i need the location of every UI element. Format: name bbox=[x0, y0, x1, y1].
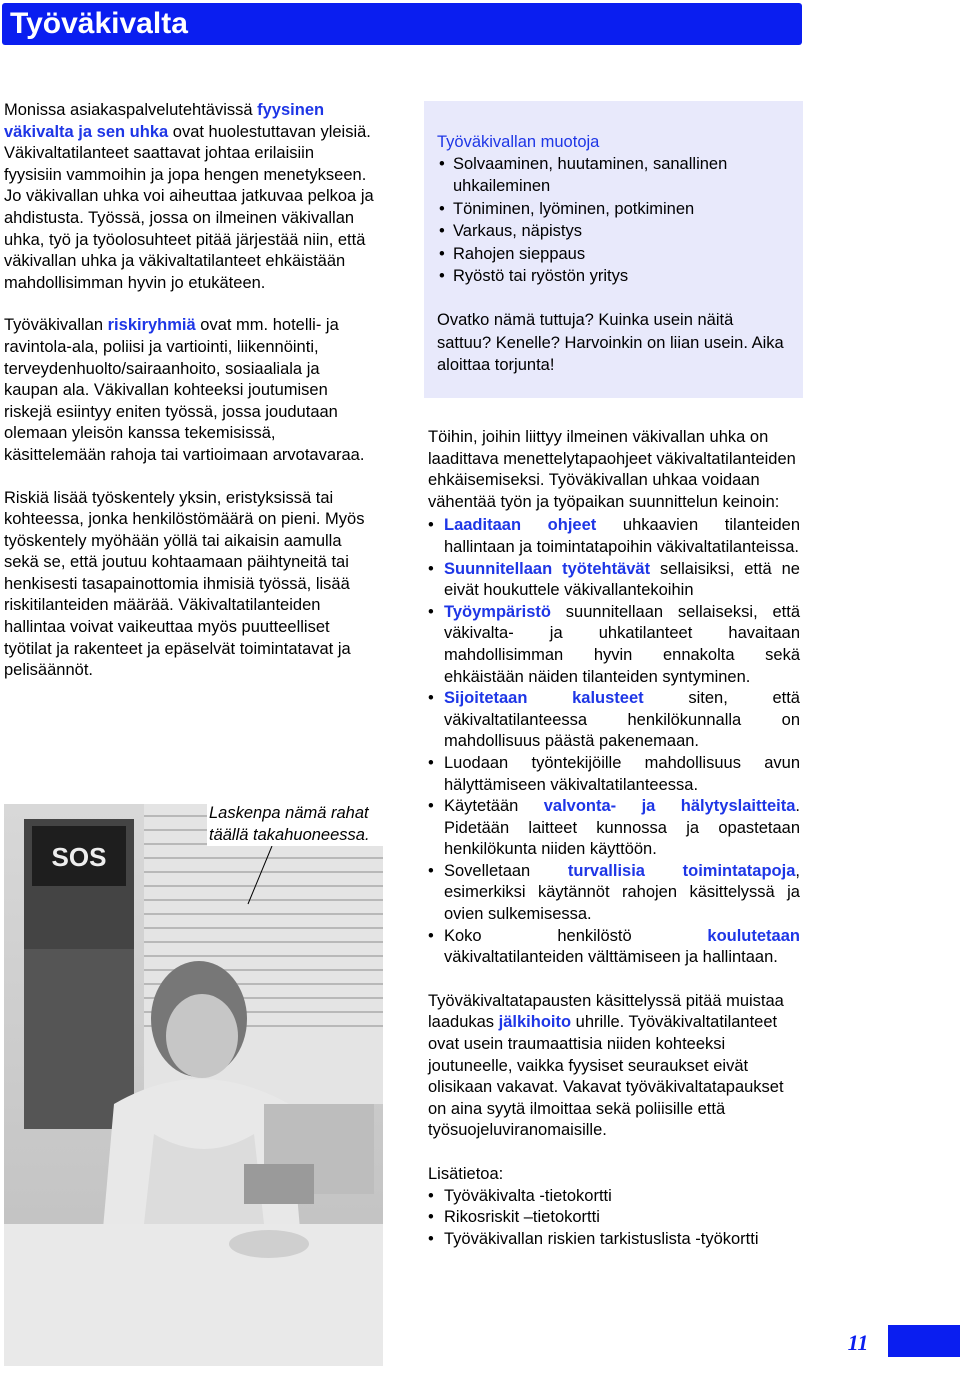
aftercare-paragraph bbox=[428, 991, 800, 1142]
measures-list bbox=[428, 515, 800, 968]
text-run: Sovelletaan bbox=[444, 861, 568, 880]
highlight: Laaditaan ohjeet bbox=[444, 516, 597, 535]
list-item bbox=[428, 926, 800, 969]
list-item: • Varkaus, näpistys bbox=[437, 220, 791, 242]
text-run: sellaisiksi, että ne eivät houkuttele väkivallantekoihin bbox=[444, 559, 800, 600]
title-bar bbox=[2, 3, 802, 45]
box-question: Ovatko nämä tuttuja? Kuinka usein näitä sattuu? Kenelle? Harvoinkin on liian usein. Aika aloittaa torjunta! bbox=[437, 311, 784, 375]
page-title: Työväkivalta bbox=[10, 7, 188, 40]
box-heading: Työväkivallan muotoja bbox=[437, 133, 600, 151]
list-item bbox=[428, 559, 800, 602]
sos-sign: SOS bbox=[51, 842, 107, 872]
text-run: Monissa asiakaspalvelutehtävissä bbox=[4, 101, 258, 119]
text-run: Käytetään bbox=[444, 797, 544, 816]
list-item: • Solvaaminen, huutaminen, sanallinen uhkaileminen bbox=[437, 153, 791, 198]
text-run: . Pidetään laitteet kunnossa ja opastetaan henkilökunta niiden käyttöön. bbox=[444, 797, 801, 859]
highlight-risk-groups: riskiryhmiä bbox=[107, 316, 196, 335]
list-item bbox=[428, 602, 800, 688]
list-item: • Töniminen, lyöminen, potkiminen bbox=[437, 198, 791, 220]
money-in-hands bbox=[229, 1230, 309, 1258]
page-number: 11 bbox=[847, 1330, 869, 1355]
photo-illustration bbox=[4, 804, 383, 1366]
photo-caption: Laskenpa nämä rahat täällä takahuoneessa. bbox=[207, 802, 401, 846]
right-column bbox=[428, 427, 800, 1250]
text-run: Työväkivallan bbox=[4, 316, 108, 335]
violence-forms-box bbox=[424, 101, 803, 398]
list-item bbox=[428, 515, 800, 558]
violence-forms-list bbox=[437, 153, 791, 287]
list-item: • Työväkivalta -tietokortti bbox=[428, 1186, 800, 1208]
text-run: suunnitellaan sellaiseksi, että väkivalta- ja uhkatilanteet havaitaan mahdollisimman hyvin ennakolta sekä ehkäistään näiden tilanteiden syntyminen. bbox=[444, 602, 800, 686]
office-photo bbox=[4, 804, 383, 1366]
list-item: • Rahojen sieppaus bbox=[437, 243, 791, 265]
left-column bbox=[4, 100, 374, 703]
highlight-physical-violence: fyysinen väkivalta ja sen uhka bbox=[4, 101, 325, 141]
intro-paragraph bbox=[4, 100, 374, 294]
text-run: uhrille. Työväkivaltatilanteet ovat usein traumaattisia niiden kohteeksi joutuneelle, vaikka fyysiset seuraukset eivät olisikaan vakavat. Vakavat työväkivaltatapaukset on aina syytä ilmoittaa sekä poliisille että työsuojeluviranomaisille. bbox=[428, 1013, 784, 1140]
measures-intro: Töihin, joihin liittyy ilmeinen väkivallan uhka on laadittava menettelytapaohjeet väkivaltatilanteiden ehkäisemiseksi. Työväkivallan uhkaa voidaan vähentää työn ja työpaikan suunnittelun keinoin: bbox=[428, 428, 796, 511]
text-run: ovat mm. hotelli- ja ravintola-ala, poliisi ja vartiointi, liikennöinti, terveydenhuolto/sairaanhoito, sosiaaliala ja kaupan ala. Väkivallan kohteeksi joutumisen riskejä esiintyy eniten työssä, jossa joudutaan olemaan yleisön kanssa tekemisissä, käsittelemään rahoja tai vartioimaan arvotavaraa. bbox=[4, 316, 365, 464]
highlight-aftercare: jälkihoito bbox=[498, 1013, 572, 1032]
text-run: siten, että väkivaltatilanteessa henkilökunnalla on mahdollisuus päästä pakenemaan. bbox=[444, 689, 800, 751]
risk-factors-paragraph: Riskiä lisää työskentely yksin, eristyksissä tai kohteessa, jonka henkilöstömäärä on pieni. Myös työskentely myöhään yöllä tai aikaisin aamulla sekä se, että joutuu kohtaamaan päihtyneitä tai henkisesti tasapainottomia ihmisiä työssä, lisää riskitilanteiden määrää. Väkivaltatilanteiden hallintaa voivat vaikeuttaa myös puutteelliset työtilat ja rakenteet ja epäselvät toimintatavat ja pelisäännöt. bbox=[4, 488, 365, 680]
text-run: Koko henkilöstö bbox=[444, 926, 708, 945]
list-item bbox=[428, 753, 800, 796]
highlight: Suunnitellaan työtehtävät bbox=[444, 559, 651, 578]
text-run: Työväkivaltatapausten käsittelyssä pitää muistaa laadukas bbox=[428, 991, 784, 1032]
list-item bbox=[428, 796, 800, 861]
text-run: ovat huolestuttavan yleisiä. Väkivaltatilanteet saattavat johtaa erilaisiin fyysisiin vammoihin ja jopa hengen menetykseen. Jo väkivallan uhka voi aiheuttaa jatkuvaa pelkoa ja ahdistusta. Työssä, jossa on ilmeinen väkivallan uhka, työ ja työolosuhteet pitää järjestää niin, että väkivallan uhka ja väkivaltatilanteet ehkäistään mahdollisimman hyvin jo etukäteen. bbox=[4, 122, 374, 292]
list-item bbox=[428, 861, 800, 926]
list-item: • Työväkivallan riskien tarkistuslista -työkortti bbox=[428, 1229, 800, 1251]
list-item bbox=[428, 688, 800, 753]
more-info-label: Lisätietoa: bbox=[428, 1165, 504, 1183]
risk-groups-paragraph bbox=[4, 315, 374, 466]
text-run: , esimerkiksi käytännöt rahojen käsittelyssä ja ovien sulkemisessa. bbox=[444, 861, 800, 924]
highlight: turvallisia toimintatapoja bbox=[567, 861, 796, 880]
highlight: Sijoitetaan kalusteet bbox=[444, 689, 644, 708]
highlight: koulutetaan bbox=[707, 926, 800, 945]
more-info-list bbox=[428, 1186, 800, 1251]
sos-box bbox=[24, 819, 134, 949]
text-run: väkivaltatilanteiden välttämiseen ja hallintaan. bbox=[444, 948, 778, 967]
highlight: valvonta- ja hälytyslaitteita bbox=[543, 797, 796, 816]
text-run: Luodaan työntekijöille mahdollisuus avun hälyttämiseen väkivaltatilanteessa. bbox=[444, 753, 800, 794]
list-item: • Ryöstö tai ryöstön yritys bbox=[437, 265, 791, 287]
list-item: • Rikosriskit –tietokortti bbox=[428, 1207, 800, 1229]
text-run: uhkaavien tilanteiden hallintaan ja toimintatapoihin väkivaltatilanteissa. bbox=[444, 516, 800, 556]
page-number-block bbox=[888, 1325, 960, 1357]
highlight: Työympäristö bbox=[444, 602, 551, 621]
